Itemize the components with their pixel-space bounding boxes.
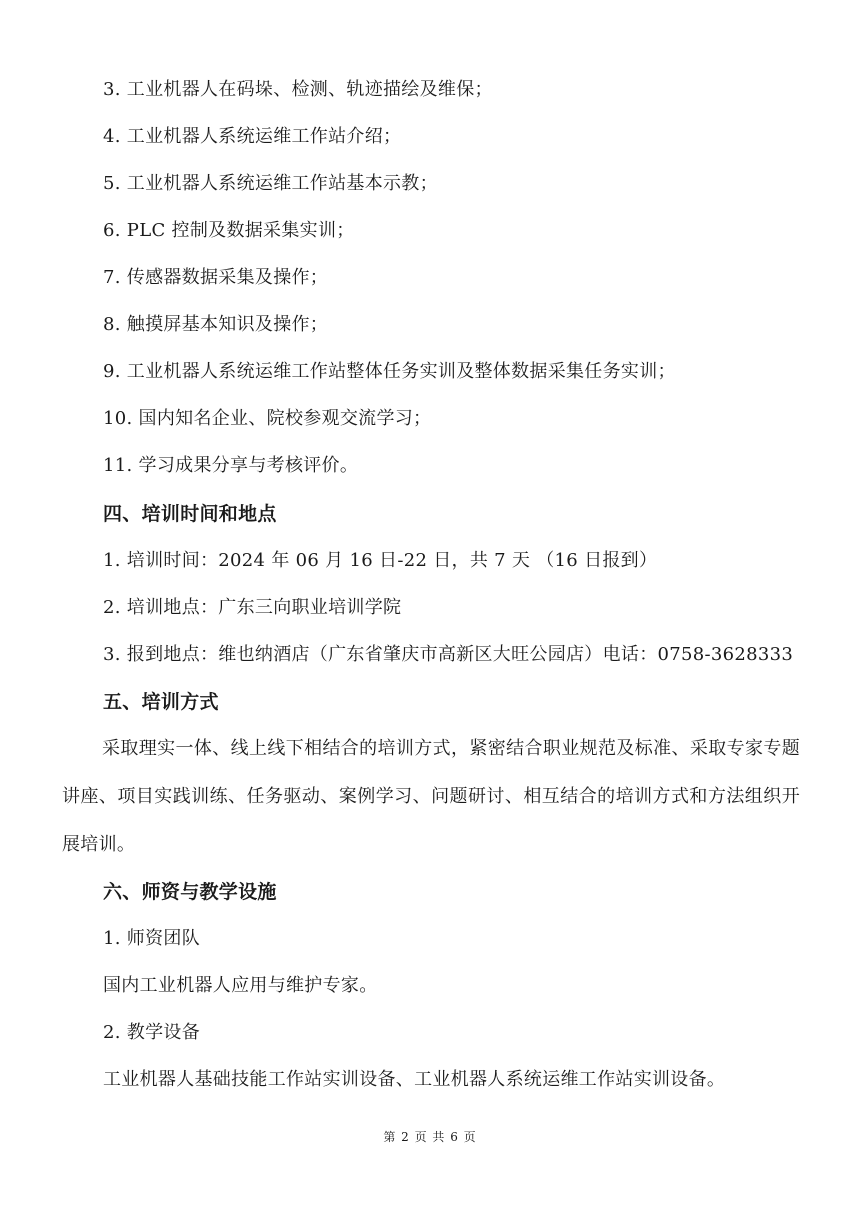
page-footer: 第 2 页 共 6 页 [383, 1130, 477, 1144]
list-item: 3. 工业机器人在码垛、检测、轨迹描绘及维保； [103, 79, 493, 100]
list-item: 10. 国内知名企业、院校参观交流学习； [103, 408, 432, 429]
training-location: 2. 培训地点：广东三向职业培训学院 [103, 597, 402, 618]
section-heading-training-method: 五、培训方式 [103, 691, 219, 713]
list-item: 9. 工业机器人系统运维工作站整体任务实训及整体数据采集任务实训； [103, 361, 676, 382]
list-item: 11. 学习成果分享与考核评价。 [103, 455, 359, 476]
equipment-subtitle: 2. 教学设备 [103, 1022, 200, 1043]
faculty-text: 国内工业机器人应用与维护专家。 [103, 975, 378, 996]
list-item: 8. 触摸屏基本知识及操作； [103, 314, 329, 335]
section-heading-time-place: 四、培训时间和地点 [103, 503, 277, 525]
list-item: 5. 工业机器人系统运维工作站基本示教； [103, 173, 438, 194]
list-item: 6. PLC 控制及数据采集实训； [103, 220, 355, 241]
check-in-location: 3. 报到地点：维也纳酒店（广东省肇庆市高新区大旺公园店）电话：0758-3628333 [103, 644, 794, 665]
training-method-paragraph: 采取理实一体、线上线下相结合的培训方式，紧密结合职业规范及标准、采取专家专题讲座、项目实践训练、任务驱动、案例学习、问题研讨、相互结合的培训方式和方法组织开展培训。 [62, 738, 800, 855]
faculty-subtitle: 1. 师资团队 [103, 928, 200, 949]
section-heading-faculty-facilities: 六、师资与教学设施 [103, 881, 277, 903]
list-item: 4. 工业机器人系统运维工作站介绍； [103, 126, 402, 147]
equipment-text: 工业机器人基础技能工作站实训设备、工业机器人系统运维工作站实训设备。 [103, 1069, 726, 1090]
training-time: 1. 培训时间：2024 年 06 月 16 日-22 日，共 7 天 （16 日报到） [103, 550, 658, 571]
list-item: 7. 传感器数据采集及操作； [103, 267, 329, 288]
